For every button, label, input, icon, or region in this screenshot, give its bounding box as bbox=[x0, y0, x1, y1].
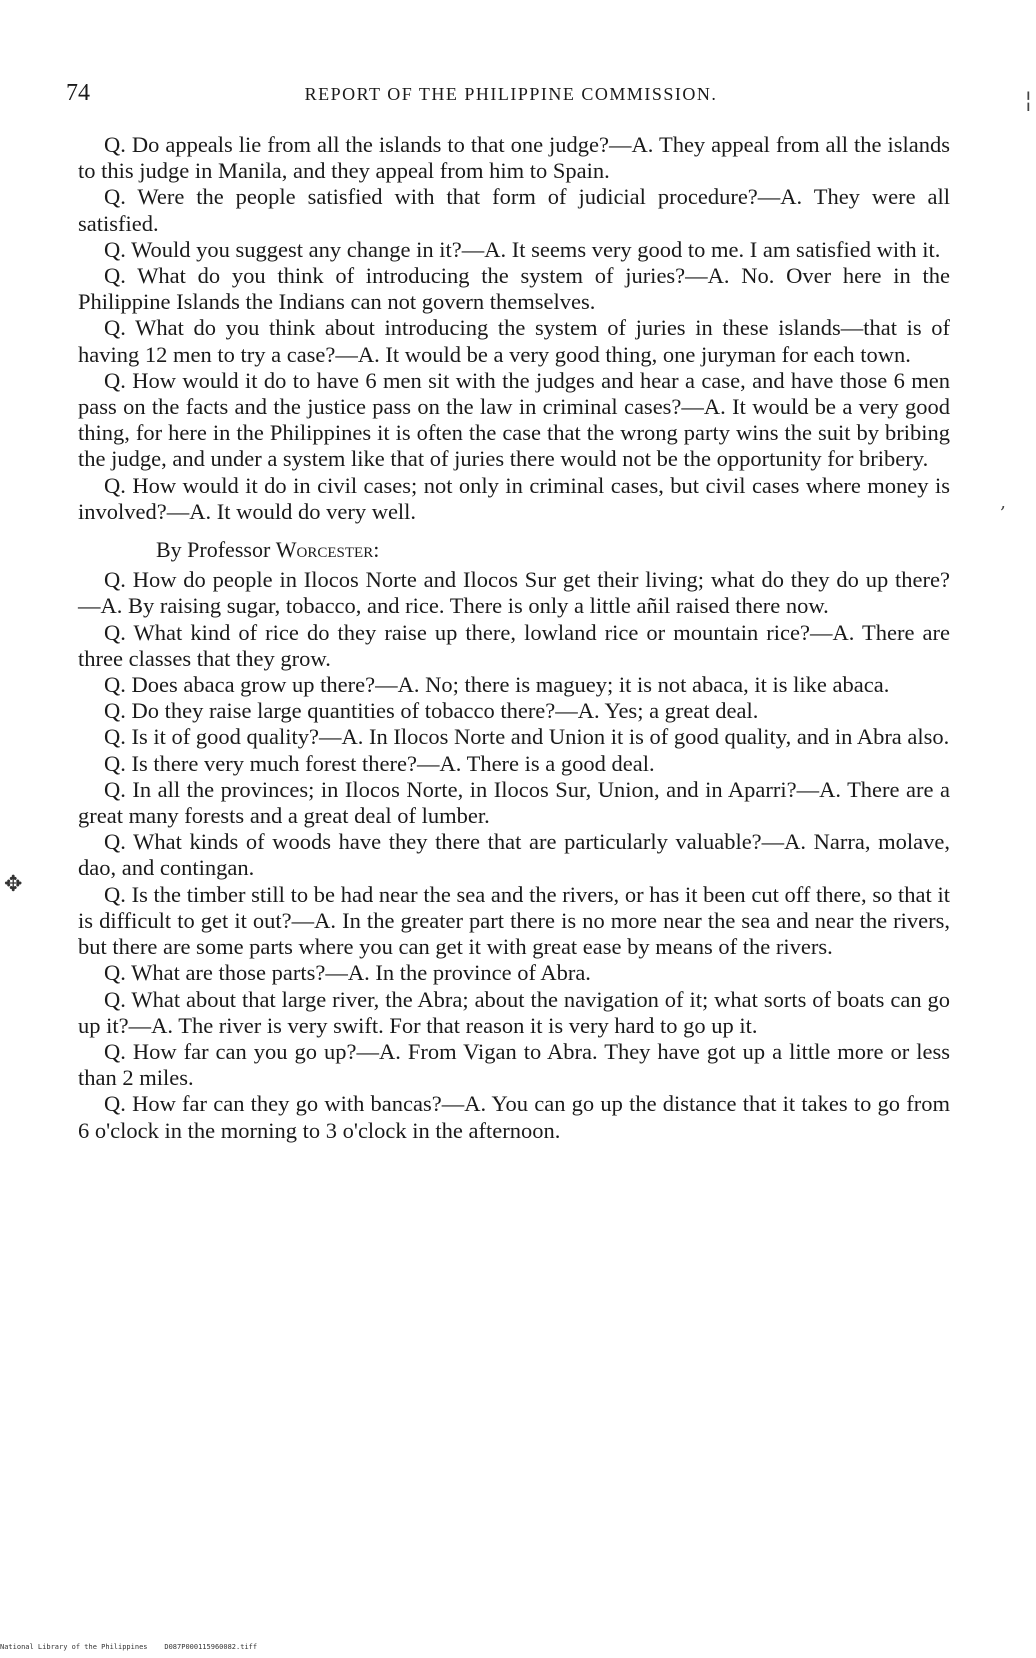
section-heading-prefix: By Professor bbox=[156, 537, 276, 563]
paragraph: Q. Do they raise large quantities of tobacco there?—A. Yes; a great deal. bbox=[104, 698, 759, 724]
footer-library: National Library of the Philippines bbox=[0, 1643, 148, 1651]
paragraph: Q. How would it do to have 6 men sit with the judges and hear a case, and have those 6 men pass on the facts and the justice pass on the law in criminal cases?—A. It would be a very good thing, for here in the Philippines it is often the case that the wrong party wins the suit by bribing the judge, and under a system like that of juries there would not be the opportunity for bribery. bbox=[78, 367, 950, 472]
page-header bbox=[66, 80, 956, 110]
paragraph: Q. What are those parts?—A. In the province of Abra. bbox=[104, 960, 591, 986]
paragraph: Q. Is the timber still to be had near the sea and the rivers, or has it been cut off there, so that it is difficult to get it out?—A. In the greater part there is no more near the sea and near the rivers, but there are some parts where you can get it with great ease by means of the rivers. bbox=[78, 881, 950, 960]
paragraph: Q. Were the people satisfied with that form of judicial procedure?—A. They were all satisfied. bbox=[78, 184, 950, 236]
scan-footer bbox=[0, 1643, 257, 1651]
paragraph: Q. Does abaca grow up there?—A. No; there is maguey; it is not abaca, it is like abaca. bbox=[104, 672, 890, 698]
footer-file-id: D087P000115960082.tiff bbox=[164, 1643, 258, 1651]
paragraph: Q. How do people in Ilocos Norte and Ilocos Sur get their living; what do they do up there?—A. By raising sugar, tobacco, and rice. There is only a little añil raised there now. bbox=[78, 567, 950, 619]
paragraph: Q. What do you think about introducing the system of juries in these islands—that is of having 12 men to try a case?—A. It would be a very good thing, one juryman for each town. bbox=[78, 315, 950, 367]
margin-mark-right-top: ¦ bbox=[1024, 88, 1032, 113]
paragraph: Q. Is it of good quality?—A. In Ilocos Norte and Union it is of good quality, and in Abra also. bbox=[104, 724, 950, 750]
paragraph: Q. How far can they go with bancas?—A. You can go up the distance that it takes to go from 6 o'clock in the morning to 3 o'clock in the afternoon. bbox=[78, 1091, 950, 1143]
paragraph: Q. How would it do in civil cases; not only in criminal cases, but civil cases where money is involved?—A. It would do very well. bbox=[78, 472, 950, 524]
margin-mark-left: ✥ bbox=[4, 872, 23, 897]
section-heading bbox=[78, 537, 950, 563]
paragraph: Q. What kinds of woods have they there that are particularly valuable?—A. Narra, molave, dao, and contingan. bbox=[78, 829, 950, 881]
paragraph: Q. Is there very much forest there?—A. There is a good deal. bbox=[104, 750, 655, 776]
section-heading-name: Worcester: bbox=[275, 537, 380, 563]
paragraph: Q. What about that large river, the Abra; about the navigation of it; what sorts of boats can go up it?—A. The river is very swift. For that reason it is very hard to go up it. bbox=[78, 986, 950, 1038]
page-number: 74 bbox=[66, 80, 90, 106]
paragraph: Q. What do you think of introducing the system of juries?—A. No. Over here in the Philippine Islands the Indians can not govern themselves. bbox=[78, 263, 950, 315]
paragraph: Q. How far can you go up?—A. From Vigan to Abra. They have got up a little more or less than 2 miles. bbox=[78, 1038, 950, 1091]
body-text bbox=[78, 132, 950, 1144]
paragraph: Q. Do appeals lie from all the islands to that one judge?—A. They appeal from all the islands to this judge in Manila, and they appeal from him to Spain. bbox=[78, 132, 950, 184]
running-title: REPORT OF THE PHILIPPINE COMMISSION. bbox=[304, 84, 718, 104]
margin-mark-right-dot: , bbox=[1000, 492, 1006, 513]
paragraph: Q. In all the provinces; in Ilocos Norte, in Ilocos Sur, Union, and in Aparri?—A. There are a great many forests and a great deal of lumber. bbox=[78, 776, 950, 829]
paragraph: Q. What kind of rice do they raise up there, lowland rice or mountain rice?—A. There are three classes that they grow. bbox=[78, 619, 950, 671]
paragraph: Q. Would you suggest any change in it?—A. It seems very good to me. I am satisfied with it. bbox=[104, 236, 941, 262]
